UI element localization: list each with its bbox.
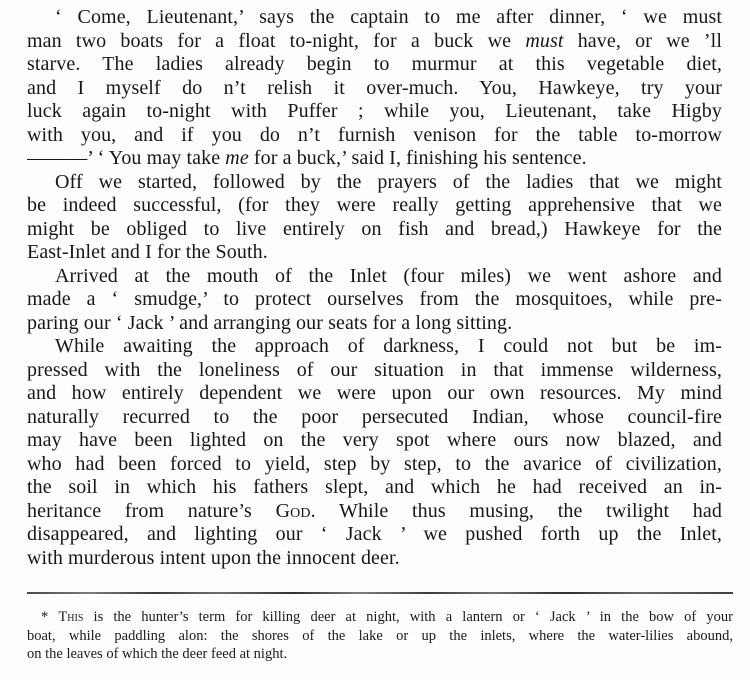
footnote	[27, 608, 733, 664]
text-line	[27, 608, 733, 627]
text-segment: on the leaves of which the deer feed at night.	[27, 646, 288, 662]
text-line	[27, 312, 722, 336]
text-line	[27, 476, 722, 500]
text-segment: starve. The ladies already begin to murmur at this vegetable diet,	[27, 53, 722, 75]
text-segment: is the hunter’s term for killing deer at night, with a lantern or ‘ Jack ’ in the bow of your	[83, 609, 733, 625]
text-line	[27, 627, 733, 646]
paragraph	[27, 335, 722, 570]
text-segment: Arrived at the mouth of the Inlet (four miles) we went ashore and	[55, 264, 722, 287]
text-line	[27, 406, 722, 430]
text-segment: heritance from nature’s	[27, 499, 276, 522]
text-segment: Off we started, followed by the prayers of the ladies that we might	[55, 170, 722, 193]
text-segment: pressed with the loneliness of our situation in that immense wilderness,	[27, 358, 722, 381]
text-line	[27, 335, 722, 359]
page-body-text	[27, 6, 722, 570]
text-line	[27, 194, 722, 218]
text-line	[27, 359, 722, 383]
text-segment: for a buck,’ said I, finishing his sentence.	[248, 147, 587, 169]
text-segment: . While thus musing, the twilight had	[310, 499, 722, 522]
text-segment: naturally recurred to the poor persecuted Indian, whose council-fire	[27, 405, 722, 428]
text-segment: made a ‘ smudge,’ to protect ourselves from the mosquitoes, while pre-	[27, 288, 722, 310]
text-segment: and how entirely dependent we were upon our own resources. My mind	[27, 382, 722, 404]
text-line	[27, 30, 722, 54]
text-segment: with murderous intent upon the innocent deer.	[27, 546, 400, 569]
text-line	[27, 241, 722, 265]
text-line	[27, 453, 722, 477]
text-segment: who had been forced to yield, step by step, to the avarice of civilization,	[27, 452, 722, 475]
text-segment: boat, while paddling alon: the shores of the lake or up the inlets, where the water-lilies abound,	[27, 627, 733, 644]
text-line	[27, 100, 722, 124]
text-line	[27, 500, 722, 524]
small-caps-text-segment: God	[275, 499, 311, 522]
text-segment: disappeared, and lighting our ‘ Jack ’ we pushed forth up the Inlet,	[27, 523, 722, 545]
text-segment: While awaiting the approach of darkness, I could not but be im-	[55, 335, 722, 357]
text-segment: ‘ Come, Lieutenant,’ says the captain to me after dinner, ‘ we must	[55, 6, 722, 28]
text-line	[27, 547, 722, 571]
text-segment: be indeed successful, (for they were really getting apprehensive that we	[27, 194, 722, 216]
text-segment: might be obliged to live entirely on fish and bread,) Hawkeye for the	[27, 217, 722, 240]
italic-text-segment: me	[225, 147, 249, 169]
text-segment: the soil in which his fathers slept, and which he had received an in-	[27, 476, 722, 498]
text-line	[27, 429, 722, 453]
paragraph	[27, 6, 722, 171]
text-line	[27, 53, 722, 77]
text-line	[27, 645, 733, 664]
text-segment: and I myself do n’t relish it over-much. You, Hawkeye, try your	[27, 76, 722, 99]
text-line	[27, 77, 722, 101]
italic-text-segment: must	[525, 29, 564, 52]
text-segment: paring our ‘ Jack ’ and arranging our seats for a long sitting.	[27, 311, 513, 334]
text-line	[27, 171, 722, 195]
text-segment: have, or we ’ll	[563, 29, 722, 52]
text-segment: with you, and if you do n’t furnish venison for the table to-morrow	[27, 123, 722, 146]
text-segment: man two boats for a float to-night, for a buck we	[27, 29, 526, 52]
text-line	[27, 124, 722, 148]
text-line	[27, 265, 722, 289]
text-segment: may have been lighted on the very spot where ours now blazed, and	[27, 429, 722, 451]
text-line	[27, 382, 722, 406]
text-line	[27, 218, 722, 242]
paragraph	[27, 171, 722, 265]
text-segment: ———’ ‘ You may take	[27, 147, 226, 169]
text-segment: East-Inlet and I for the South.	[27, 241, 268, 263]
text-segment: luck again to-night with Puffer ; while you, Lieutenant, take Higby	[27, 100, 722, 122]
text-line	[27, 147, 722, 171]
text-segment: *	[41, 609, 59, 625]
text-line	[27, 523, 722, 547]
small-caps-text-segment: This	[58, 609, 84, 625]
paragraph	[27, 265, 722, 336]
text-line	[27, 6, 722, 30]
text-line	[27, 288, 722, 312]
footnote-separator-rule	[27, 592, 733, 594]
